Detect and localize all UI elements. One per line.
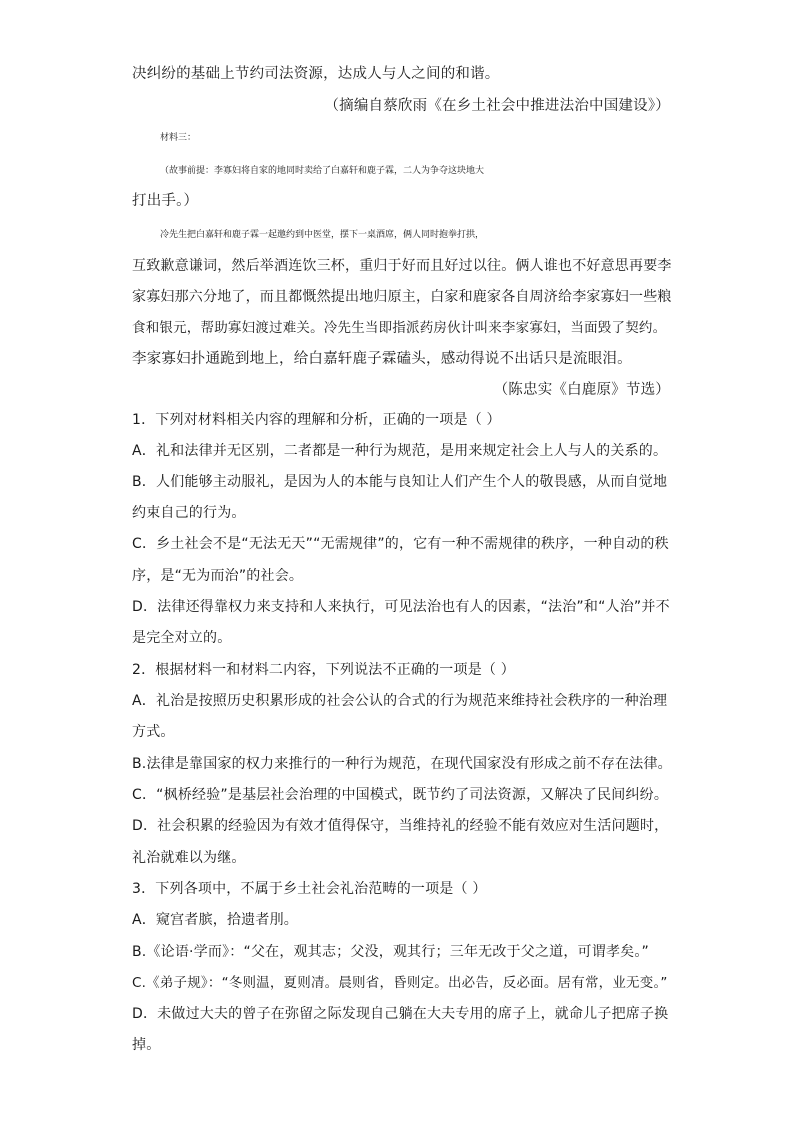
material2-last-line: 决纠纷的基础上节约司法资源，达成人与人之间的和谐。	[132, 66, 500, 82]
material3-story-line: 李家寡妇扑通跪到地上，给白嘉轩鹿子霖磕头，感动得说不出话只是流眼泪。	[132, 351, 632, 367]
question-1-option-d-cont: 是完全对立的。	[132, 630, 232, 646]
material3-heading: 材料三：	[160, 133, 197, 143]
question-1-stem: 1．下列对材料相关内容的理解和分析，正确的一项是（ ）	[132, 412, 501, 428]
material3-story-line: 食和银元，帮助寡妇渡过难关。冷先生当即指派药房伙计叫来李家寡妇，当面毁了契约。	[132, 320, 667, 336]
question-3-option-b: B.《论语·学而》：“父在，观其志；父没，观其行；三年无改于父之道，可谓孝矣。”	[132, 944, 650, 960]
material3-premise-line: （故事前提：李寡妇将自家的地同时卖给了白嘉轩和鹿子霖，二人为争夺这块地大	[160, 166, 485, 176]
question-3-option-c: C.《弟子规》：“冬则温，夏则凊。晨则省，昏则定。出必告，反必面。居有常，业无变。”	[132, 975, 668, 991]
question-2-option-b: B.法律是靠国家的权力来推行的一种行为规范，在现代国家没有形成之前不存在法律。	[132, 756, 672, 772]
question-3-option-d: D．未做过大夫的曾子在弥留之际发现自己躺在大夫专用的席子上，就命儿子把席子换	[132, 1006, 669, 1022]
material3-story-line: 家寡妇那六分地了，而且都慨然提出地归原主，白家和鹿家各自周济给李家寡妇一些粮	[132, 289, 672, 305]
material3-premise-line: 打出手。）	[132, 193, 199, 209]
question-1-option-c-cont: 序，是“无为而治”的社会。	[132, 568, 304, 584]
question-3-option-a: A．窥宫者膑，拾遗者刖。	[132, 912, 298, 928]
question-1-option-b-cont: 约束自己的行为。	[132, 505, 246, 521]
material2-source: （摘编自蔡欣雨《在乡土社会中推进法治中国建设》）	[324, 98, 670, 114]
question-1-option-c: C．乡土社会不是“无法无天”“无需规律”的，它有一种不需规律的秩序，一种自动的秩	[132, 536, 669, 552]
question-2-option-c: C．“枫桥经验”是基层社会治理的中国模式，既节约了司法资源，又解决了民间纠纷。	[132, 787, 669, 803]
question-3-stem: 3．下列各项中，不属于乡土社会礼治范畴的一项是（ ）	[132, 881, 487, 897]
material3-story-line: 冷先生把白嘉轩和鹿子霖一起邀约到中医堂，摆下一桌酒席，俩人同时抱拳打拱，	[160, 230, 485, 240]
question-1-option-d: D．法律还得靠权力来支持和人来执行，可见法治也有人的因素，“法治”和“人治”并不	[132, 599, 670, 615]
question-2-option-a: A．礼治是按照历史积累形成的社会公认的合式的行为规范来维持社会秩序的一种治理	[132, 693, 668, 709]
question-2-option-d-cont: 礼治就难以为继。	[132, 850, 246, 866]
question-3-option-d-cont: 掉。	[132, 1037, 161, 1053]
question-2-stem: 2．根据材料一和材料二内容，下列说法不正确的一项是（ ）	[132, 662, 515, 678]
question-1-option-b: B．人们能够主动服礼，是因为人的本能与良知让人们产生个人的敬畏感，从而自觉地	[132, 474, 668, 490]
question-2-option-d: D．社会积累的经验因为有效才值得保守，当维持礼的经验不能有效应对生活问题时，	[132, 818, 669, 834]
question-2-option-a-cont: 方式。	[132, 724, 175, 740]
material3-source: （陈忠实《白鹿原》节选）	[493, 382, 670, 398]
material3-story-line: 互致歉意谦词，然后举酒连饮三杯，重归于好而且好过以往。俩人谁也不好意思再要李	[132, 258, 672, 274]
question-1-option-a: A．礼和法律并无区别，二者都是一种行为规范，是用来规定社会上人与人的关系的。	[132, 443, 668, 459]
